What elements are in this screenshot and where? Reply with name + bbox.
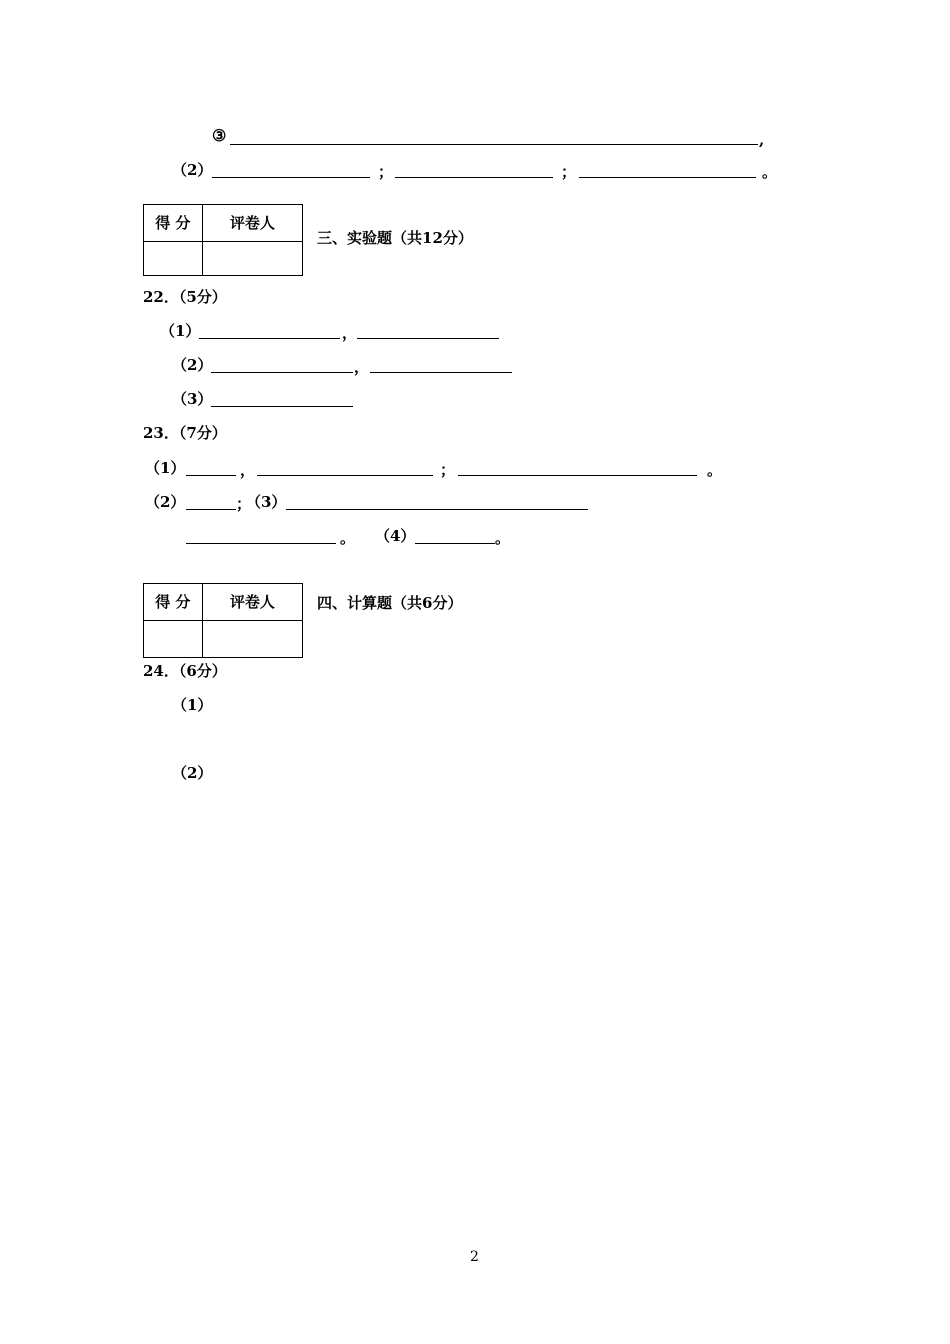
q22-heading: 22．（5分） [143,288,227,306]
section3-title: 三、实验题（共12分） [317,229,473,247]
q24-part2-label: （2） [172,764,213,782]
q22-part3-label: （3） [172,390,213,408]
section4-title: 四、计算题（共6分） [317,594,463,612]
section4-score-label: 得 分 [144,584,203,621]
q23-part2-label: （2） [145,493,186,511]
q22-part1-label: （1） [160,322,201,340]
section3-grader-label: 评卷人 [202,205,302,242]
q22-part2-label: （2） [172,356,213,374]
q22-part1-blank-2[interactable] [357,338,499,339]
q22-part2-blank-2[interactable] [370,372,512,373]
q23-part1-sep1: ， [240,461,256,479]
q24-part1-label: （1） [172,696,213,714]
section4-grader-cell[interactable] [202,621,302,658]
q23-part2-blank[interactable] [186,509,236,510]
q21-part2-sep2: ； [561,163,577,181]
q23-part2-sep: ； [236,495,252,513]
q21-part2-blank-3[interactable] [579,177,756,178]
q23-part4-label: （4） [375,527,416,545]
q23-part3-blank-1[interactable] [286,509,588,510]
q21-item3-blank[interactable] [230,144,758,145]
q21-item3-marker: ③ [212,126,227,145]
q21-part2-end: 。 [762,163,778,181]
q23-part3-blank-2[interactable] [186,543,336,544]
q23-part1-sep2: ； [440,461,456,479]
q24-heading: 24．（6分） [143,662,227,680]
q23-part1-blank-3[interactable] [458,475,697,476]
section3-grader-cell[interactable] [202,242,302,276]
section3-score-table [143,204,303,276]
q23-part1-blank-2[interactable] [257,475,433,476]
q23-part4-end: 。 [495,529,511,547]
q22-part1-sep: ， [342,324,358,342]
q21-part2-blank-2[interactable] [395,177,553,178]
section4-score-table [143,583,303,658]
q22-part2-sep: ， [354,358,370,376]
section3-score-label: 得 分 [144,205,203,242]
q23-part1-end: 。 [707,461,723,479]
q23-part1-label: （1） [145,459,186,477]
q22-part1-blank-1[interactable] [199,338,340,339]
section4-grader-label: 评卷人 [202,584,302,621]
q23-heading: 23．（7分） [143,424,227,442]
q22-part3-blank[interactable] [211,406,353,407]
q23-part4-blank[interactable] [415,543,495,544]
q23-part3-end: 。 [340,529,356,547]
page-number: 2 [470,1249,479,1265]
q23-part3-label: （3） [246,493,287,511]
q23-part1-blank-1[interactable] [186,475,236,476]
q21-part2-blank-1[interactable] [212,177,370,178]
q22-part2-blank-1[interactable] [211,372,353,373]
q21-part2-sep1: ； [378,163,394,181]
section4-score-cell[interactable] [144,621,203,658]
section3-score-cell[interactable] [144,242,203,276]
q21-part2-label: （2） [172,161,213,179]
q21-item3-end: , [759,131,765,149]
